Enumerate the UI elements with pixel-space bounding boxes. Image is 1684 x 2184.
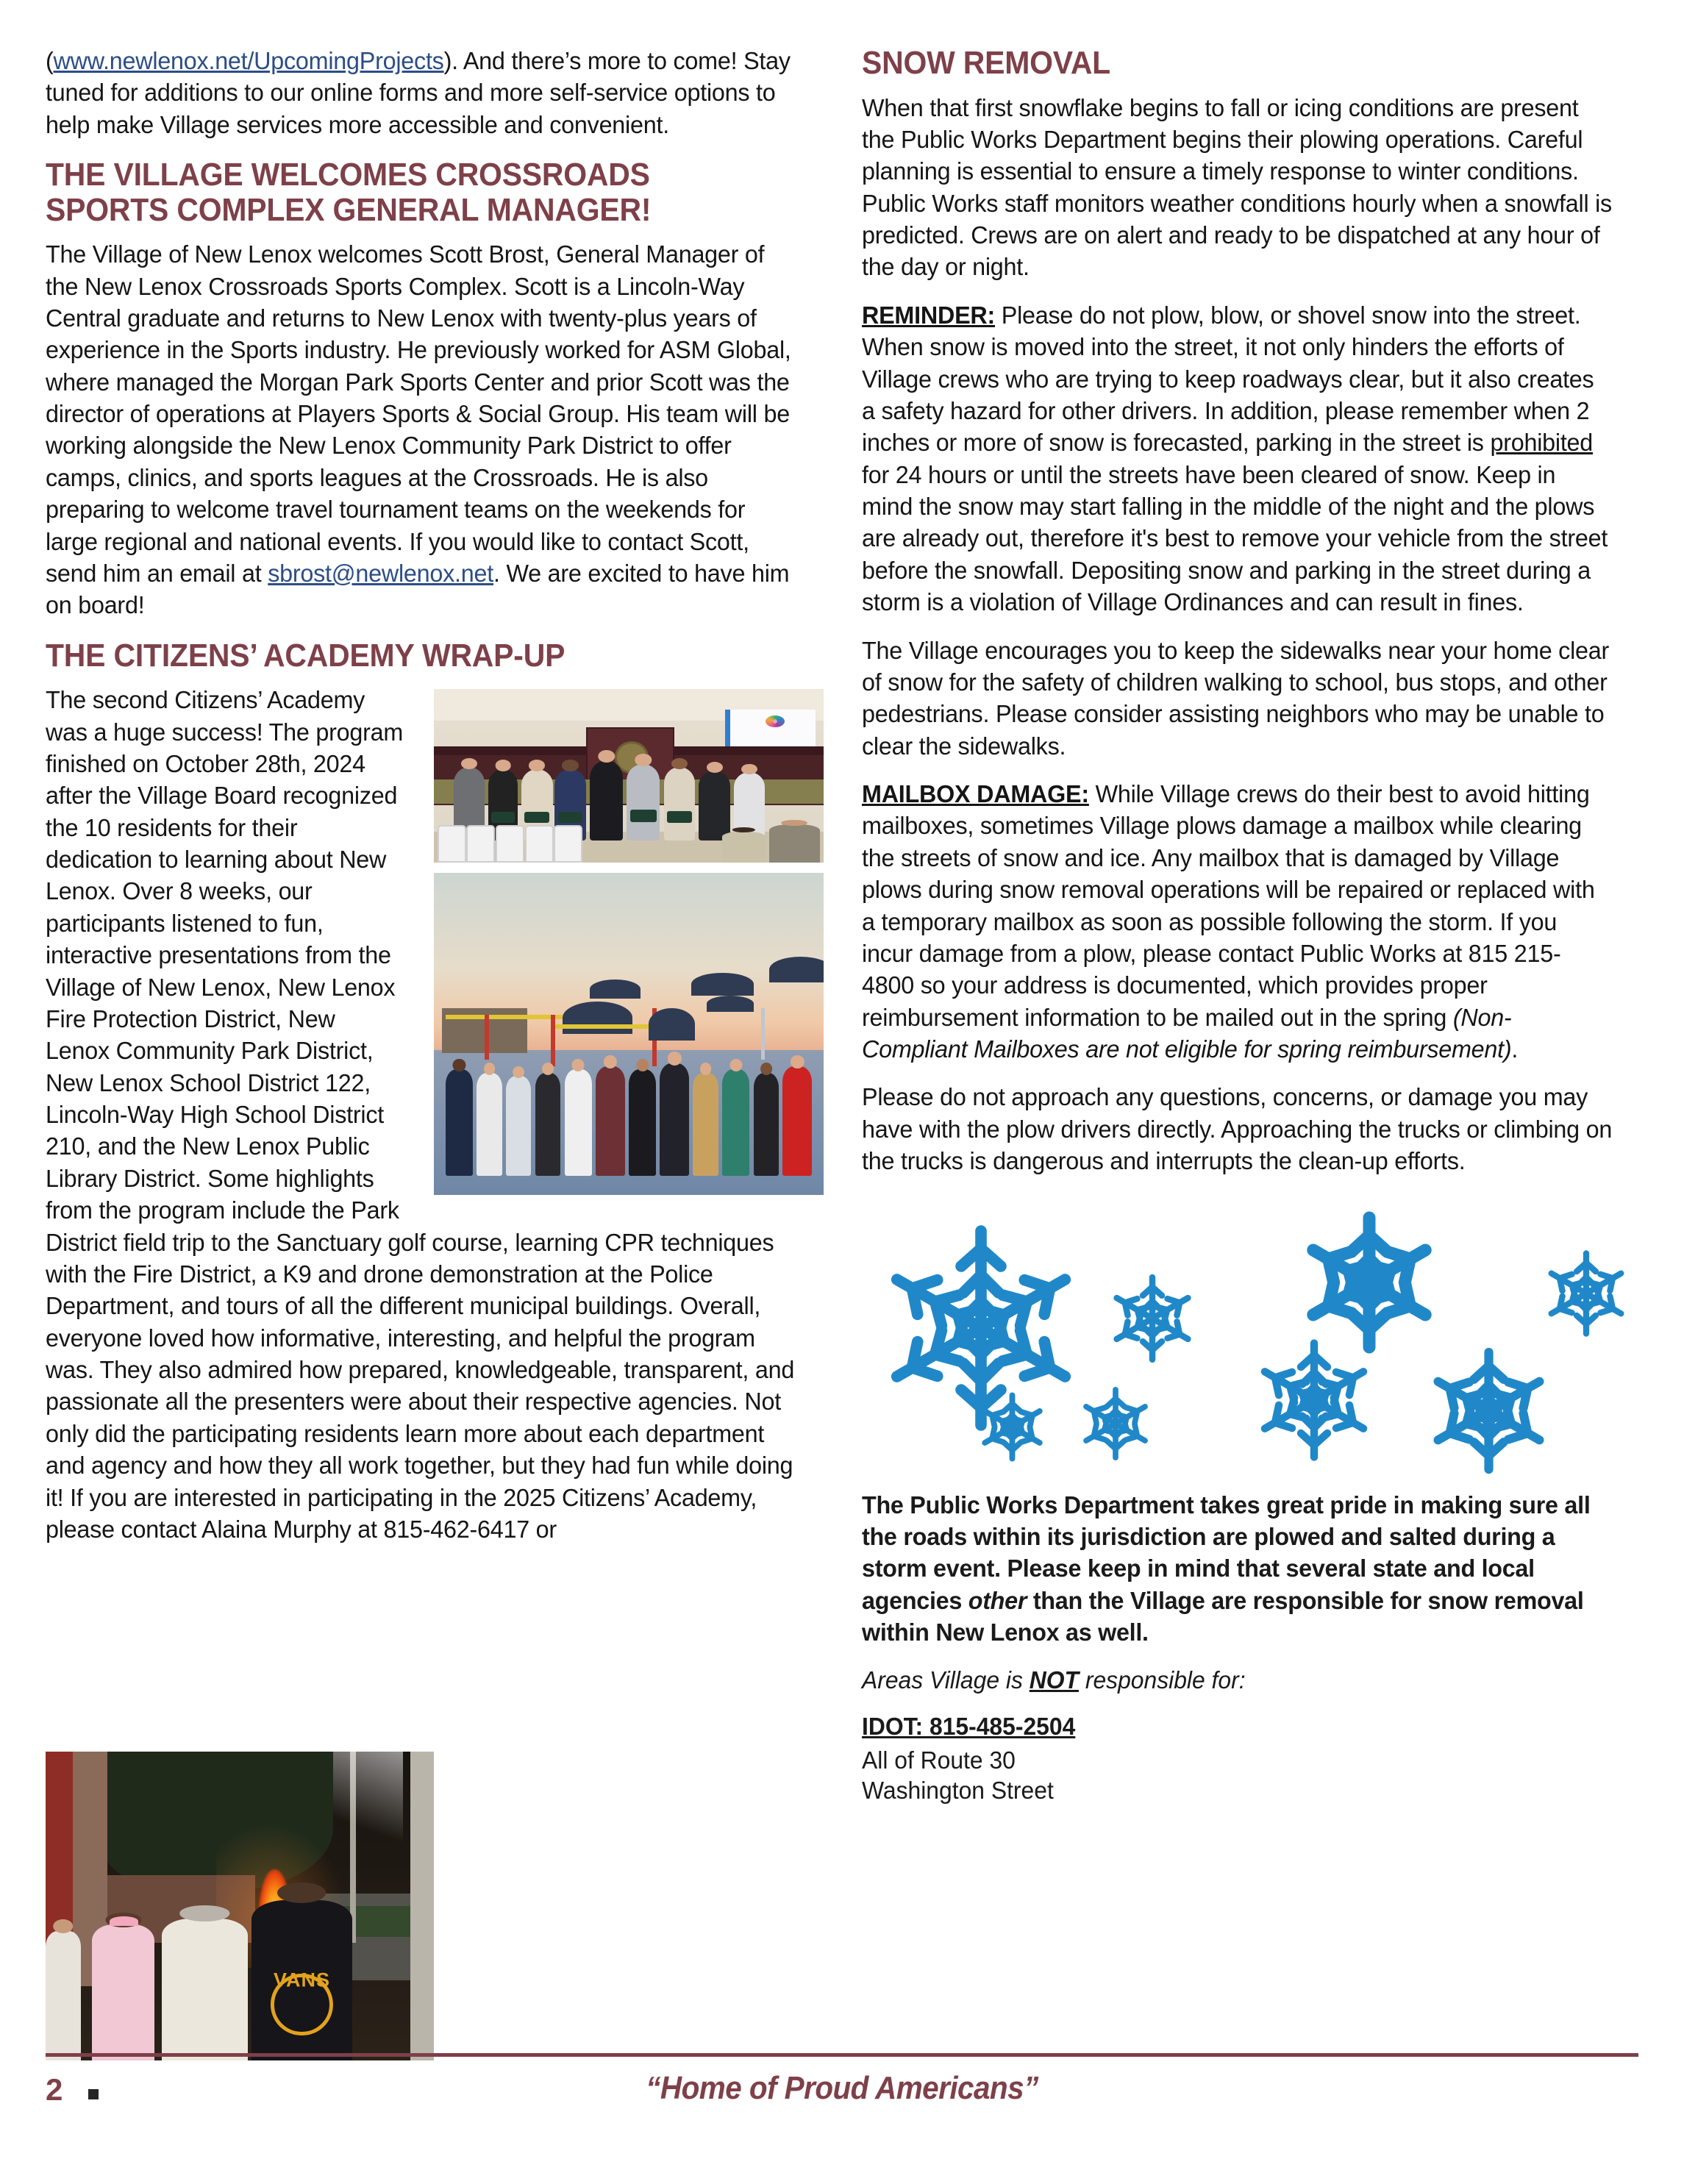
mailbox-text-b: . bbox=[1511, 1036, 1519, 1064]
snowflake-icon bbox=[1296, 1209, 1443, 1356]
idot-street-item: Washington Street bbox=[862, 1777, 1054, 1805]
footer-tagline: “Home of Proud Americans” bbox=[646, 2070, 1038, 2106]
crossroads-text-b: . We are excited to have him on board! bbox=[46, 560, 790, 620]
mailbox-damage-label: MAILBOX DAMAGE: bbox=[862, 781, 1089, 809]
crossroads-heading: THE VILLAGE WELCOMES CROSSROADS SPORTS COMPLEX GENERAL MANAGER! bbox=[46, 157, 652, 228]
reminder-text-a: Please do not plow, blow, or shovel snow into the street. When snow is moved into the street, it not only hinders the efforts of Village crews who are trying to keep roadways clear, but it also creates a safety hazard for other drivers. In addition, please remember when 2 inches or more of snow is forecasted, parking in the street is bbox=[862, 301, 1594, 457]
right-column bbox=[862, 46, 1640, 2053]
crossroads-paragraph bbox=[46, 239, 796, 622]
continued-paragraph bbox=[46, 46, 796, 141]
not-emphasis: NOT bbox=[1029, 1666, 1079, 1694]
reminder-label: REMINDER: bbox=[862, 301, 996, 329]
not-responsible-lead bbox=[862, 1665, 1613, 1696]
crossroads-text-a: The Village of New Lenox welcomes Scott Brost, General Manager of the New Lenox Crossroads Sports Complex. Scott is a Lincoln-Way Central graduate and returns to New Lenox with twenty-plus years of experience in the Sports industry. He previously worked for ASM Global, where managed the Morgan Park Sports Center and prior Scott was the director of operations at Players Sports & Social Group. His team will be working alongside the New Lenox Community Park District to offer camps, clinics, and sports leagues at the Crossroads. He is also preparing to welcome travel tournament teams on the weekends for large regional and national events. If you would like to contact Scott, send him an email at bbox=[46, 241, 791, 588]
mailbox-text-a: While Village crews do their best to avoid hitting mailboxes, sometimes Village plows damage a mailbox while clearing the streets of snow and ice. Any mailbox that is damaged by Village plows during snow removal operations will be repaired or replaced with a temporary mailbox as soon as possible following the storm. If you incur damage from a plow, please contact Public Works at 815 215-4800 so your address is documented, which provides proper reimbursement information to be mailed out in the spring bbox=[862, 781, 1595, 1032]
public-works-pride-paragraph bbox=[862, 1490, 1613, 1649]
citizens-academy-heading: THE CITIZENS’ ACADEMY WRAP-UP bbox=[46, 637, 566, 674]
reminder-text-b: for 24 hours or until the streets have been cleared of snow. Keep in mind the snow may start falling in the middle of the night and the plows are already out, therefore it's best to remove your vehicle from the street before the snowfall. Depositing snow and parking in the street during a storm is a violation of Village Ordinances and can result in fines. bbox=[862, 461, 1608, 617]
sidewalks-paragraph: The Village encourages you to keep the sidewalks near your home clear of snow for the safety of children walking to school, bus stops, and other pedestrians. Please consider assisting neighbors who may be unable to clear the sidewalks. bbox=[862, 637, 1610, 760]
not-responsible-text-b: responsible for: bbox=[1078, 1666, 1246, 1694]
approach-paragraph: Please do not approach any questions, concerns, or damage you may have with the plow drivers directly. Approaching the trucks or climbing on the trucks is dangerous and interrupts the clean-up efforts. bbox=[862, 1084, 1613, 1176]
snowflake-icon bbox=[974, 1388, 1051, 1466]
footer-square-bullet bbox=[88, 2089, 99, 2099]
not-responsible-text-a: Areas Village is bbox=[862, 1666, 1030, 1694]
mailbox-italic-note: (Non-Compliant Mailboxes are not eligible for spring reimbursement) bbox=[862, 1004, 1512, 1064]
idot-label: IDOT: 815-485-2504 bbox=[862, 1713, 1076, 1741]
fire-demonstration-photo: VANS bbox=[46, 1752, 434, 2060]
pride-text-b: than the Village are responsible for snow removal within New Lenox as well. bbox=[862, 1587, 1584, 1647]
citizens-academy-paragraph bbox=[46, 685, 796, 1546]
snowflake-icon bbox=[1421, 1343, 1557, 1479]
sbrost-email-link[interactable]: sbrost@newlenox.net bbox=[268, 560, 493, 588]
idot-agency-line bbox=[862, 1711, 1613, 1742]
idot-road-item: All of Route 30 bbox=[862, 1746, 1016, 1774]
citizens-academy-text: The second Citizens’ Academy was a huge success! The program finished on October 28th, 2024 after the Village Board recognized the 10 residents for their dedication to learning about New Lenox. Over 8 weeks, our participants listened to fun, interactive presentations from the Village of New Lenox, New Lenox Fire Protection District, New Lenox Community Park District, New Lenox School District 122, Lincoln-Way High School District 210, and the New Lenox Public Library District. Some highlights from the program include the Park District field trip to the Sanctuary golf course, learning CPR techniques with the Fire District, a K9 and drone demonstration at the Police Department, and tours of all the different municipal buildings. Overall, everyone loved how informative, interesting, and helpful the program was. They also admired how prepared, knowledgeable, transparent, and passionate all the presenters were about their respective agencies. Not only did the participating residents learn more about each department and agency and how they all work together, but they had fun while doing it! If you are interested in participating in the 2025 Citizens’ Academy, please contact Alaina Murphy at 815-462-6417 or bbox=[46, 687, 795, 1544]
continued-paragraph-rest: ). And there’s more to come! Stay tuned for additions to our online forms and more self-service options to help make Village services more accessible and convenient. bbox=[46, 48, 791, 139]
snowflakes-graphic bbox=[862, 1203, 1640, 1475]
paren-open: ( bbox=[46, 48, 54, 75]
snowflake-icon bbox=[1538, 1246, 1634, 1341]
pride-text-a: The Public Works Department takes great pride in making sure all the roads within its jurisdiction are plowed and salted during a storm event. Please keep in mind that several state and local agencies bbox=[862, 1491, 1591, 1615]
snowflake-icon bbox=[1105, 1271, 1200, 1366]
snow-removal-paragraph-1: When that first snowflake begins to fall or icing conditions are present the Public Works Department begins their plowing operations. Careful planning is essential to ensure a timely response to winter conditions. Public Works staff monitors weather conditions hourly when a snowfall is predicted. Crews are on alert and ready to be dispatched at any hour of the day or night. bbox=[862, 94, 1612, 282]
upcoming-projects-link[interactable]: www.newlenox.net/UpcomingProjects bbox=[53, 48, 444, 75]
other-emphasis: other bbox=[968, 1587, 1027, 1615]
page-number: 2 bbox=[46, 2072, 63, 2107]
mailbox-damage-paragraph bbox=[862, 779, 1613, 1066]
prohibited-emphasis: prohibited bbox=[1490, 429, 1594, 457]
page-footer bbox=[46, 2053, 1638, 2141]
snow-removal-heading: SNOW REMOVAL bbox=[862, 45, 1110, 81]
snowflake-icon bbox=[1075, 1383, 1156, 1464]
reminder-paragraph bbox=[862, 300, 1613, 619]
